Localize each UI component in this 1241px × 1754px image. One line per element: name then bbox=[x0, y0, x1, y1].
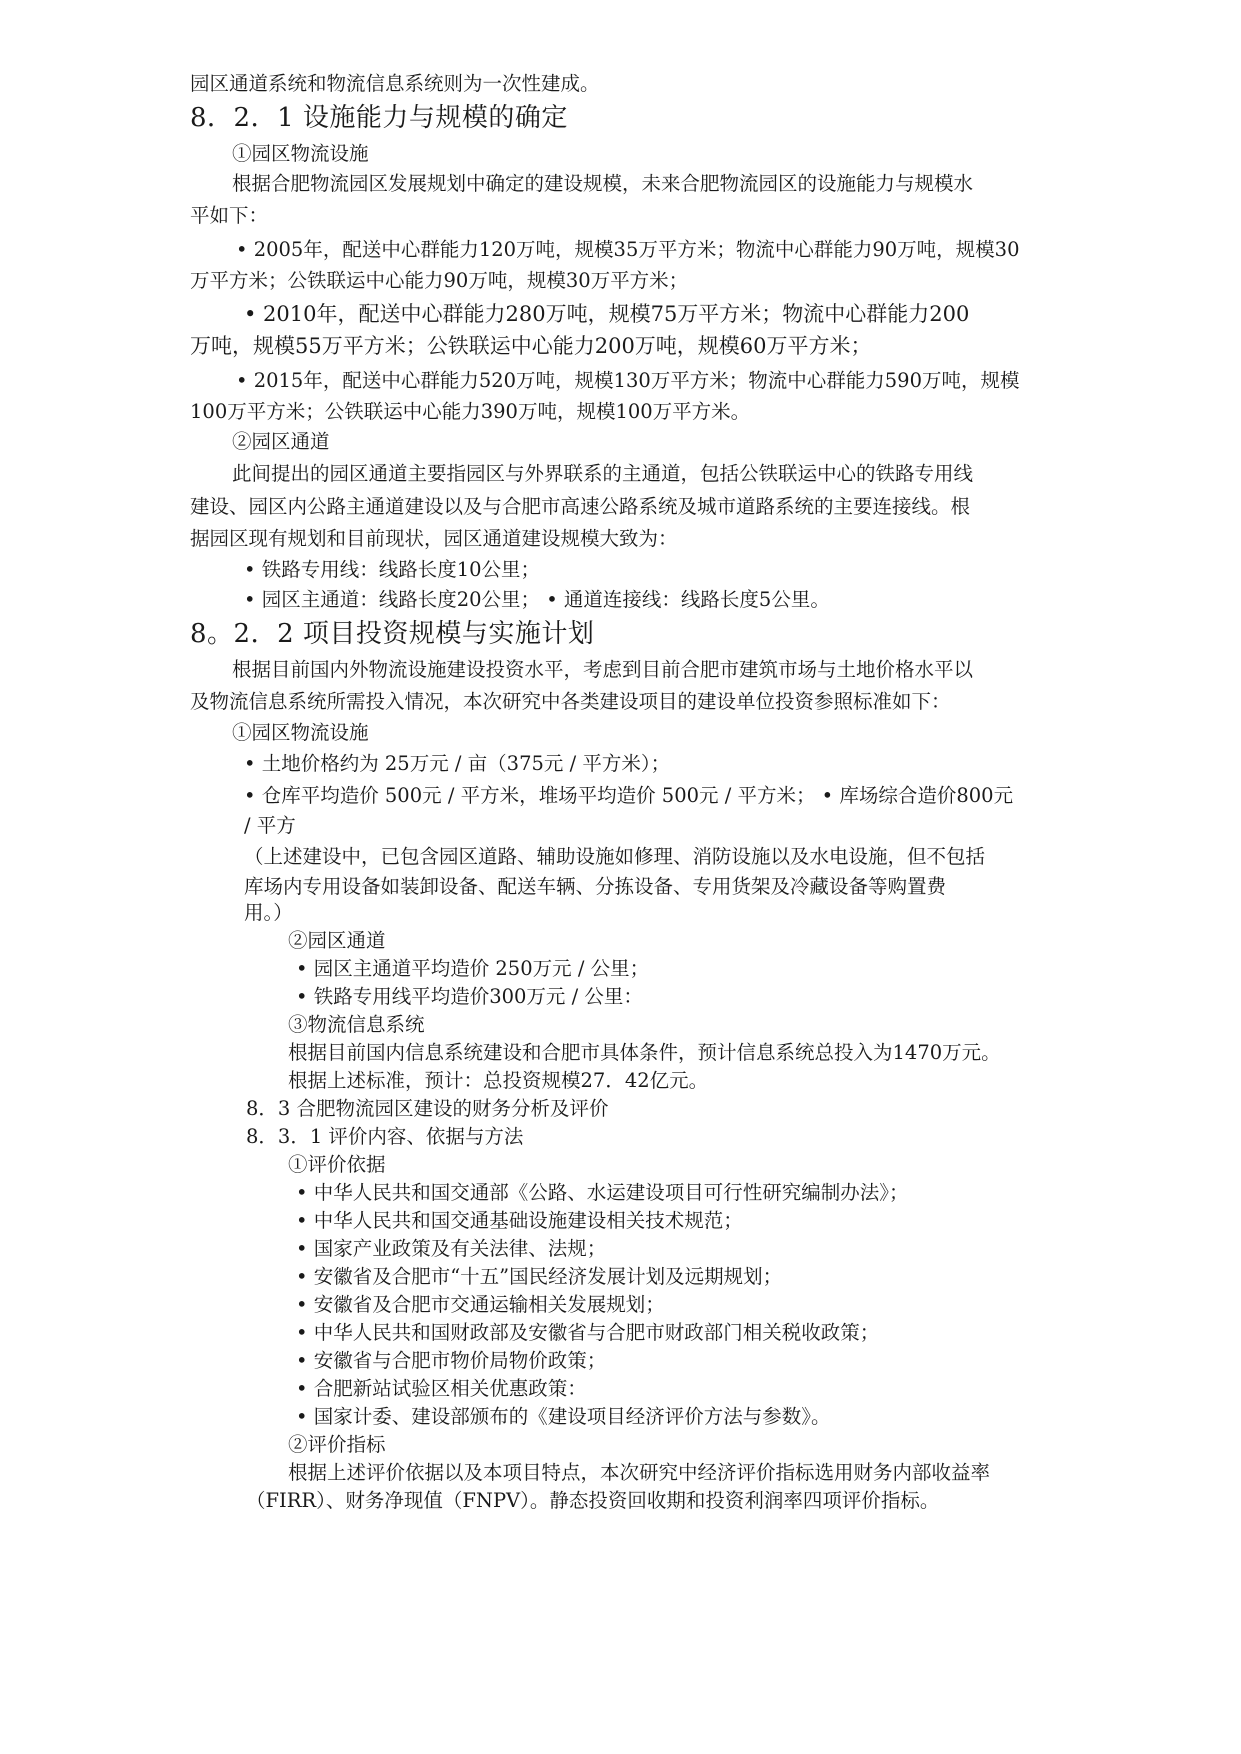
section-heading: 8。2．2 项目投资规模与实施计划 bbox=[190, 619, 595, 649]
list-item: • 2010年，配送中心群能力280万吨，规模75万平方米；物流中心群能力200 bbox=[244, 302, 970, 326]
subheading: ②园区通道 bbox=[288, 929, 386, 952]
list-item: • 仓库平均造价 500元 / 平方米，堆场平均造价 500元 / 平方米； • 库场综合造价800元 bbox=[244, 784, 1014, 807]
list-item: • 安徽省与合肥市物价局物价政策； bbox=[296, 1349, 607, 1372]
paragraph-line: 根据目前国内外物流设施建设投资水平，考虑到目前合肥市建筑市场与土地价格水平以 bbox=[232, 658, 974, 681]
subheading: ②园区通道 bbox=[232, 430, 330, 453]
note-line: 库场内专用设备如装卸设备、配送车辆、分拣设备、专用货架及冷藏设备等购置费 bbox=[244, 875, 947, 898]
paragraph-line: 根据上述评价依据以及本项目特点，本次研究中经济评价指标选用财务内部收益率 bbox=[288, 1461, 991, 1484]
paragraph-line: （FIRR）、财务净现值（FNPV）。静态投资回收期和投资利润率四项评价指标。 bbox=[246, 1489, 940, 1512]
list-item: • 中华人民共和国交通部《公路、水运建设项目可行性研究编制办法》； bbox=[296, 1181, 909, 1204]
note-line: （上述建设中，已包含园区道路、辅助设施如修理、消防设施以及水电设施，但不包括 bbox=[244, 845, 986, 868]
list-item: • 土地价格约为 25万元 / 亩（375元 / 平方米）； bbox=[244, 752, 671, 775]
paragraph-line: 根据目前国内信息系统建设和合肥市具体条件，预计信息系统总投入为1470万元。 bbox=[288, 1041, 1001, 1064]
list-item: • 安徽省及合肥市“十五”国民经济发展计划及远期规划； bbox=[296, 1265, 783, 1288]
paragraph-line: 根据上述标准，预计：总投资规模27．42亿元。 bbox=[288, 1069, 709, 1092]
list-item: • 合肥新站试验区相关优惠政策： bbox=[296, 1377, 587, 1400]
text-line: 园区通道系统和物流信息系统则为一次性建成。 bbox=[190, 72, 600, 95]
subheading: ③物流信息系统 bbox=[288, 1013, 425, 1036]
list-item: • 2015年，配送中心群能力520万吨，规模130万平方米；物流中心群能力590万吨，规模 bbox=[236, 369, 1020, 392]
subheading: ①园区物流设施 bbox=[232, 721, 369, 744]
list-item: • 中华人民共和国财政部及安徽省与合肥市财政部门相关税收政策； bbox=[296, 1321, 880, 1344]
paragraph-line: 据园区现有规划和目前现状，园区通道建设规模大致为： bbox=[190, 527, 678, 550]
list-item-cont: 万吨，规模55万平方米；公铁联运中心能力200万吨，规模60万平方米； bbox=[190, 334, 872, 358]
list-item: • 国家计委、建设部颁布的《建设项目经济评价方法与参数》。 bbox=[296, 1405, 831, 1428]
list-item: • 2005年，配送中心群能力120万吨，规模35万平方米；物流中心群能力90万吨，规模30 bbox=[236, 238, 1020, 261]
list-item: • 铁路专用线：线路长度10公里； bbox=[244, 558, 541, 581]
paragraph-line: 根据合肥物流园区发展规划中确定的建设规模，未来合肥物流园区的设施能力与规模水 bbox=[232, 172, 974, 195]
note-line: 用。） bbox=[244, 901, 293, 924]
list-item-cont: 100万平方米；公铁联运中心能力390万吨，规模100万平方米。 bbox=[190, 400, 751, 423]
list-item: • 国家产业政策及有关法律、法规； bbox=[296, 1237, 607, 1260]
paragraph-line: 建设、园区内公路主通道建设以及与合肥市高速公路系统及城市道路系统的主要连接线。根 bbox=[190, 495, 971, 518]
paragraph-line: 平如下： bbox=[190, 204, 269, 227]
section-heading: 8．2．1 设施能力与规模的确定 bbox=[190, 103, 568, 133]
list-item: • 中华人民共和国交通基础设施建设相关技术规范； bbox=[296, 1209, 743, 1232]
list-item: • 铁路专用线平均造价300万元 / 公里： bbox=[296, 985, 643, 1008]
list-item: • 安徽省及合肥市交通运输相关发展规划； bbox=[296, 1293, 665, 1316]
paragraph-line: 及物流信息系统所需投入情况，本次研究中各类建设项目的建设单位投资参照标准如下： bbox=[190, 690, 951, 713]
paragraph-line: 此间提出的园区通道主要指园区与外界联系的主通道，包括公铁联运中心的铁路专用线 bbox=[232, 462, 974, 485]
section-heading-small: 8．3 合肥物流园区建设的财务分析及评价 bbox=[246, 1097, 609, 1120]
subheading: ①评价依据 bbox=[288, 1153, 386, 1176]
subheading: ②评价指标 bbox=[288, 1433, 386, 1456]
list-item-cont: / 平方 bbox=[244, 814, 296, 837]
section-heading-small: 8．3．1 评价内容、依据与方法 bbox=[246, 1125, 524, 1148]
list-item: • 园区主通道：线路长度20公里； • 通道连接线：线路长度5公里。 bbox=[244, 588, 830, 611]
subheading: ①园区物流设施 bbox=[232, 142, 369, 165]
list-item: • 园区主通道平均造价 250万元 / 公里； bbox=[296, 957, 650, 980]
list-item-cont: 万平方米；公铁联运中心能力90万吨，规模30万平方米； bbox=[190, 269, 689, 292]
